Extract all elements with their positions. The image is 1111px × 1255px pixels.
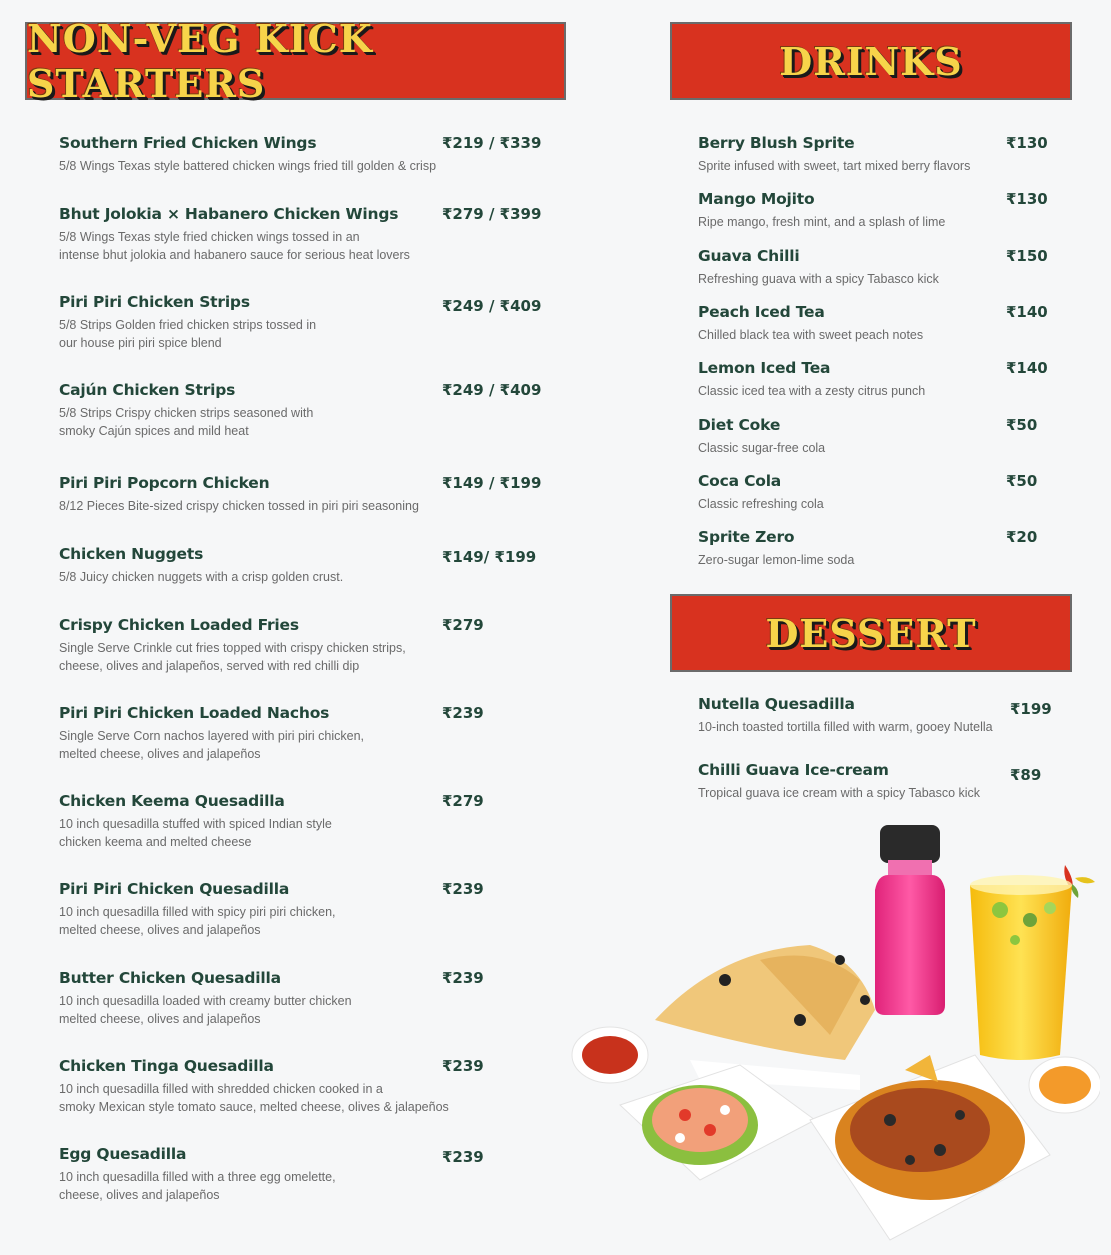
item-price: ₹50 [1006,472,1038,490]
menu-item [698,528,854,570]
item-name: Coca Cola [698,472,782,490]
item-name: Piri Piri Popcorn Chicken [59,474,270,492]
item-description [59,904,336,939]
item-price: ₹20 [1006,528,1038,546]
description-line: Sprite infused with sweet, tart mixed berry flavors [698,159,971,173]
description-line: intense bhut jolokia and habanero sauce for serious heat lovers [59,247,410,262]
menu-item [59,1145,336,1204]
menu-item [59,969,352,1028]
dessert-heading: DESSERT [765,610,977,656]
item-name: Bhut Jolokia × Habanero Chicken Wings [59,205,399,223]
item-name: Nutella Quesadilla [698,695,855,713]
item-name: Chicken Keema Quesadilla [59,792,285,810]
menu-item [698,359,925,401]
item-name: Piri Piri Chicken Loaded Nachos [59,704,330,722]
description-line: smoky Mexican style tomato sauce, melted cheese, olives & jalapeños [59,1099,449,1114]
item-description [698,785,980,803]
menu-item [59,545,343,587]
menu-item [59,792,332,851]
item-name: Berry Blush Sprite [698,134,855,152]
item-description [59,158,436,176]
item-price: ₹249 / ₹409 [442,297,542,315]
item-description [59,317,316,352]
menu-item [698,303,923,345]
description-line: melted cheese, olives and jalapeños [59,746,261,761]
description-line: 5/8 Wings Texas style fried chicken wings tossed in an [59,230,360,244]
description-line: 10 inch quesadilla stuffed with spiced Indian style [59,817,332,831]
description-line: Single Serve Corn nachos layered with piri piri chicken, [59,729,365,743]
description-line: 10 inch quesadilla loaded with creamy butter chicken [59,994,352,1008]
salsa-cup [572,1027,648,1083]
item-name: Cajún Chicken Strips [59,381,236,399]
item-description [59,405,313,440]
item-description [59,728,364,763]
description-line: Classic iced tea with a zesty citrus punch [698,384,926,398]
description-line: Classic sugar-free cola [698,441,826,455]
item-description [698,327,923,345]
description-line: 5/8 Juicy chicken nuggets with a crisp golden crust. [59,570,344,584]
item-name: Chilli Guava Ice-cream [698,761,889,779]
menu-item [698,695,993,737]
menu-item [698,472,824,514]
item-price: ₹239 [442,1148,484,1166]
quesadilla [655,945,875,1090]
item-price: ₹149/ ₹199 [442,548,537,566]
description-line: Ripe mango, fresh mint, and a splash of lime [698,215,946,229]
item-name: Diet Coke [698,416,781,434]
item-price: ₹279 / ₹399 [442,205,542,223]
description-line: chicken keema and melted cheese [59,834,252,849]
menu-item [59,616,406,675]
menu-item [59,880,336,939]
item-price: ₹130 [1006,134,1048,152]
item-description [59,640,406,675]
item-description [59,569,343,587]
item-name: Piri Piri Chicken Strips [59,293,250,311]
menu-item [698,247,939,289]
menu-item [698,134,970,176]
item-name: Chicken Nuggets [59,545,204,563]
starters-banner [25,16,566,106]
item-name: Egg Quesadilla [59,1145,187,1163]
item-name: Chicken Tinga Quesadilla [59,1057,274,1075]
item-price: ₹219 / ₹339 [442,134,542,152]
description-line: Tropical guava ice cream with a spicy Tabasco kick [698,786,981,800]
item-price: ₹140 [1006,359,1048,377]
item-description [698,496,824,514]
item-description [698,158,970,176]
item-price: ₹279 [442,616,484,634]
description-line: Classic refreshing cola [698,497,824,511]
item-description [59,1169,336,1204]
menu-item [698,416,825,458]
menu-item [59,293,316,352]
description-line: 5/8 Strips Golden fried chicken strips tossed in [59,318,317,332]
menu-item [59,134,436,176]
description-line: Single Serve Crinkle cut fries topped with crispy chicken strips, [59,641,406,655]
starters-heading: NON-VEG KICK STARTERS [27,16,373,106]
drinks-banner [670,22,1072,100]
item-name: Piri Piri Chicken Quesadilla [59,880,290,898]
item-price: ₹249 / ₹409 [442,381,542,399]
description-line: 8/12 Pieces Bite-sized crispy chicken tossed in piri piri seasoning [59,499,419,513]
drinks-heading: DRINKS [779,38,963,84]
menu-item [59,1057,449,1116]
item-price: ₹239 [442,880,484,898]
lemonade-glass [970,875,1072,1060]
item-price: ₹279 [442,792,484,810]
item-description [698,271,939,289]
item-name: Peach Iced Tea [698,303,825,321]
description-line: Refreshing guava with a spicy Tabasco kick [698,272,939,286]
item-price: ₹150 [1006,247,1048,265]
item-description [698,440,825,458]
item-price: ₹50 [1006,416,1038,434]
menu-item [59,381,313,440]
cheese-dip-cup [1029,1057,1100,1113]
menu-item [59,704,364,763]
item-price: ₹239 [442,969,484,987]
item-description [698,719,993,737]
description-line: melted cheese, olives and jalapeños [59,1011,261,1026]
item-price: ₹130 [1006,190,1048,208]
item-description [59,229,410,264]
item-price: ₹149 / ₹199 [442,474,542,492]
description-line: 5/8 Wings Texas style battered chicken wings fried till golden & crisp [59,159,437,173]
description-line: Chilled black tea with sweet peach notes [698,328,924,342]
item-name: Crispy Chicken Loaded Fries [59,616,299,634]
item-description [59,1081,449,1116]
menu-item [59,205,410,264]
description-line: 10 inch quesadilla filled with a three egg omelette, [59,1170,336,1184]
item-price: ₹199 [1010,700,1052,718]
item-name: Mango Mojito [698,190,815,208]
description-line: 5/8 Strips Crispy chicken strips seasoned with [59,406,314,420]
description-line: 10 inch quesadilla filled with spicy piri piri chicken, [59,905,336,919]
pink-drink-bottle [875,825,945,1015]
item-description [698,214,945,232]
description-line: 10-inch toasted tortilla filled with warm, gooey Nutella [698,720,993,734]
menu-item [59,474,419,516]
menu-item [698,761,980,803]
item-description [59,498,419,516]
menu-item [698,190,945,232]
description-line: Zero-sugar lemon-lime soda [698,553,855,567]
description-line: cheese, olives and jalapeños, served with red chilli dip [59,658,360,673]
description-line: our house piri piri spice blend [59,335,222,350]
description-line: melted cheese, olives and jalapeños [59,922,261,937]
item-description [59,993,352,1028]
item-name: Lemon Iced Tea [698,359,831,377]
item-name: Sprite Zero [698,528,795,546]
item-description [698,383,925,401]
item-name: Butter Chicken Quesadilla [59,969,281,987]
item-price: ₹239 [442,704,484,722]
item-price: ₹140 [1006,303,1048,321]
item-description [59,816,332,851]
item-price: ₹239 [442,1057,484,1075]
item-price: ₹89 [1010,766,1042,784]
description-line: cheese, olives and jalapeños [59,1187,220,1202]
item-name: Guava Chilli [698,247,800,265]
item-description [698,552,854,570]
item-name: Southern Fried Chicken Wings [59,134,317,152]
dessert-banner [670,594,1072,672]
description-line: smoky Cajún spices and mild heat [59,423,249,438]
description-line: 10 inch quesadilla filled with shredded chicken cooked in a [59,1082,383,1096]
food-photo [560,820,1100,1250]
